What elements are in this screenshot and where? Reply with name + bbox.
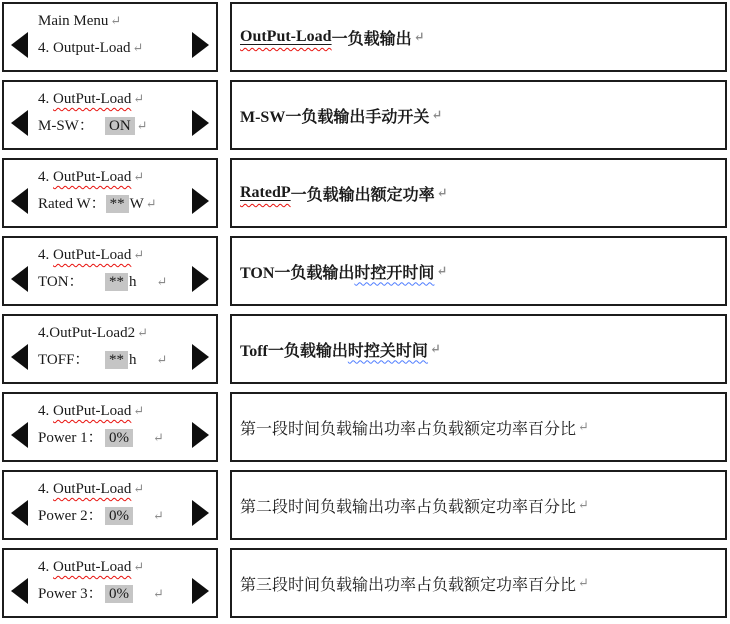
arrow-right-icon xyxy=(192,344,209,370)
lcd-label: Power 1： xyxy=(38,430,103,446)
lcd-title xyxy=(38,245,216,265)
lcd-screen xyxy=(2,236,218,306)
lcd-title-misspelled: OutPut-Load xyxy=(53,169,132,185)
menu-row xyxy=(2,2,727,72)
lcd-line2 xyxy=(38,583,216,605)
return-mark: ↵ xyxy=(136,118,148,133)
menu-row xyxy=(2,392,727,462)
return-mark: ↵ xyxy=(137,325,148,340)
lcd-label: TOFF： xyxy=(38,352,90,368)
description-box xyxy=(230,158,727,228)
desc-term: OutPut-Load xyxy=(240,28,332,45)
desc-text: 第一段时间负载输出功率占负载额定功率百分比 xyxy=(240,420,577,438)
return-mark: ↵ xyxy=(110,13,122,28)
desc-text: 一负载输出 xyxy=(331,30,412,48)
arrow-right-icon xyxy=(192,266,209,292)
menu-row xyxy=(2,548,727,618)
lcd-title-misspelled: OutPut-Load xyxy=(53,91,132,107)
desc-text: 一负载输出额定功率 xyxy=(290,186,435,204)
lcd-title xyxy=(38,401,216,421)
desc-text: M-SW一负载输出手动开关 xyxy=(240,108,430,126)
lcd-title-misspelled: OutPut-Load xyxy=(53,481,132,497)
lcd-value-unit: W xyxy=(129,196,144,212)
description-box xyxy=(230,236,727,306)
menu-row xyxy=(2,470,727,540)
arrow-right-icon xyxy=(192,188,209,214)
lcd-line2 xyxy=(38,505,216,527)
return-mark: ↵ xyxy=(133,403,145,418)
lcd-screen xyxy=(2,548,218,618)
lcd-label: Power 2： xyxy=(38,508,103,524)
menu-row xyxy=(2,158,727,228)
lcd-value: 0% xyxy=(105,507,133,525)
desc-text: 第三段时间负载输出功率占负载额定功率百分比 xyxy=(240,576,577,594)
lcd-value: ** xyxy=(106,195,129,213)
lcd-value: ** xyxy=(105,273,128,291)
lcd-title-text: 4. xyxy=(38,169,53,185)
lcd-screen xyxy=(2,2,218,72)
description-box xyxy=(230,470,727,540)
return-mark: ↵ xyxy=(156,274,168,289)
lcd-title-text: 4.OutPut-Load2 xyxy=(38,325,136,341)
lcd-title xyxy=(38,167,216,187)
return-mark: ↵ xyxy=(145,196,157,211)
lcd-label: TON： xyxy=(38,274,84,290)
return-mark: ↵ xyxy=(156,352,168,367)
lcd-title-misspelled: OutPut-Load xyxy=(53,559,132,575)
desc-term: RatedP xyxy=(240,184,291,201)
arrow-left-icon xyxy=(11,344,28,370)
return-mark: ↵ xyxy=(413,29,425,44)
arrow-left-icon xyxy=(11,422,28,448)
desc-text: 第二段时间负载输出功率占负载额定功率百分比 xyxy=(240,498,577,516)
lcd-value: 0% xyxy=(105,429,133,447)
return-mark: ↵ xyxy=(578,419,589,434)
arrow-right-icon xyxy=(192,32,209,58)
lcd-value: ON xyxy=(105,117,135,135)
desc-term-underlined xyxy=(240,28,332,46)
lcd-title-text: 4. xyxy=(38,481,53,497)
lcd-title-text: 4. xyxy=(38,403,53,419)
desc-grammar-text: 时控开时间 xyxy=(354,264,435,282)
lcd-label: 4. Output-Load xyxy=(38,40,131,56)
desc-text: TON一负载输出 xyxy=(240,264,355,282)
lcd-line2 xyxy=(38,37,216,59)
lcd-title-text: 4. xyxy=(38,559,53,575)
description-box xyxy=(230,314,727,384)
arrow-right-icon xyxy=(192,422,209,448)
arrow-left-icon xyxy=(11,32,28,58)
arrow-left-icon xyxy=(11,188,28,214)
menu-row xyxy=(2,314,727,384)
lcd-label: Power 3： xyxy=(38,586,103,602)
lcd-title xyxy=(38,11,216,31)
arrow-left-icon xyxy=(11,266,28,292)
lcd-value-unit: h xyxy=(129,352,137,368)
return-mark: ↵ xyxy=(436,263,448,278)
return-mark: ↵ xyxy=(153,586,164,601)
lcd-title xyxy=(38,479,216,499)
lcd-title-text: 4. xyxy=(38,247,53,263)
arrow-right-icon xyxy=(192,578,209,604)
lcd-value: 0% xyxy=(105,585,133,603)
lcd-screen xyxy=(2,158,218,228)
arrow-right-icon xyxy=(192,110,209,136)
description-box xyxy=(230,392,727,462)
description-box xyxy=(230,548,727,618)
return-mark: ↵ xyxy=(133,481,145,496)
return-mark: ↵ xyxy=(133,247,145,262)
lcd-title-misspelled: OutPut-Load xyxy=(53,247,132,263)
return-mark: ↵ xyxy=(153,508,164,523)
return-mark: ↵ xyxy=(436,185,448,200)
lcd-value-unit: h xyxy=(129,274,137,290)
lcd-title xyxy=(38,89,216,109)
return-mark: ↵ xyxy=(132,40,144,55)
lcd-screen xyxy=(2,314,218,384)
lcd-title-text: 4. xyxy=(38,91,53,107)
lcd-line2 xyxy=(38,193,216,215)
lcd-label: Rated W： xyxy=(38,196,106,212)
arrow-right-icon xyxy=(192,500,209,526)
menu-row xyxy=(2,80,727,150)
lcd-title-misspelled: OutPut-Load xyxy=(53,403,132,419)
description-box xyxy=(230,80,727,150)
return-mark: ↵ xyxy=(153,430,164,445)
return-mark: ↵ xyxy=(431,107,443,122)
return-mark: ↵ xyxy=(133,169,145,184)
arrow-left-icon xyxy=(11,578,28,604)
description-box xyxy=(230,2,727,72)
return-mark: ↵ xyxy=(133,91,145,106)
lcd-screen xyxy=(2,80,218,150)
lcd-title-text: Main Menu xyxy=(38,13,109,29)
lcd-value: ** xyxy=(105,351,128,369)
lcd-label: M-SW： xyxy=(38,118,94,134)
menu-row xyxy=(2,236,727,306)
lcd-line2 xyxy=(38,349,216,371)
lcd-line2 xyxy=(38,115,216,137)
lcd-title xyxy=(38,557,216,577)
lcd-line2 xyxy=(38,427,216,449)
return-mark: ↵ xyxy=(429,341,441,356)
return-mark: ↵ xyxy=(133,559,145,574)
desc-term-underlined xyxy=(240,184,291,202)
lcd-title xyxy=(38,323,216,343)
desc-grammar-text: 时控关时间 xyxy=(347,342,428,360)
arrow-left-icon xyxy=(11,500,28,526)
return-mark: ↵ xyxy=(578,497,589,512)
lcd-line2 xyxy=(38,271,216,293)
arrow-left-icon xyxy=(11,110,28,136)
return-mark: ↵ xyxy=(578,575,589,590)
desc-text: Toff一负载输出 xyxy=(240,342,348,360)
lcd-screen xyxy=(2,392,218,462)
lcd-screen xyxy=(2,470,218,540)
